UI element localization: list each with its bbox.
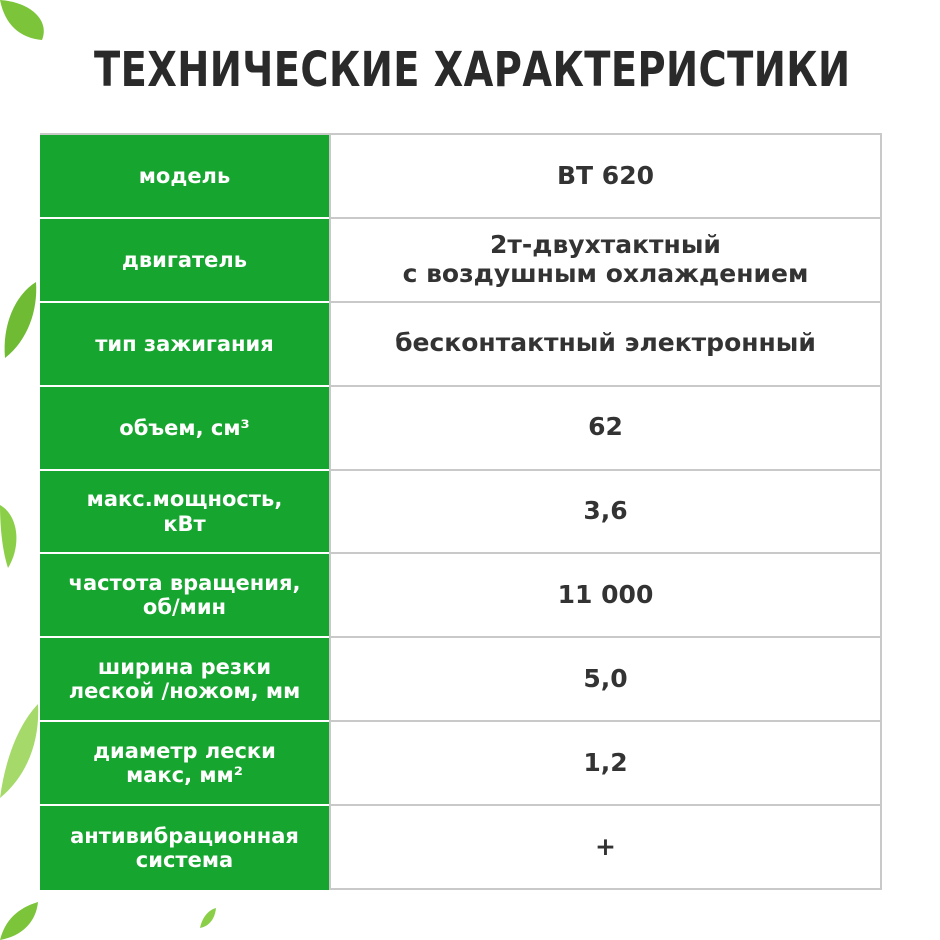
leaf-icon (0, 700, 40, 800)
spec-row-line-diameter (40, 722, 880, 806)
spec-value: + (329, 806, 880, 890)
leaf-icon (0, 500, 22, 570)
spec-label: диаметр лески макс, мм² (40, 722, 329, 806)
spec-value: 3,6 (329, 471, 880, 555)
spec-row-rpm (40, 554, 880, 638)
spec-value: BT 620 (329, 135, 880, 219)
spec-row-ignition (40, 303, 880, 387)
spec-label: частота вращения, об/мин (40, 554, 329, 638)
spec-value: 2т-двухтактный с воздушным охлаждением (329, 219, 880, 303)
spec-value: 5,0 (329, 638, 880, 722)
spec-row-power (40, 471, 880, 555)
spec-value: 11 000 (329, 554, 880, 638)
spec-label: двигатель (40, 219, 329, 303)
spec-label: тип зажигания (40, 303, 329, 387)
spec-row-engine (40, 219, 880, 303)
spec-table (40, 133, 882, 890)
spec-value: бесконтактный электронный (329, 303, 880, 387)
spec-row-model (40, 135, 880, 219)
spec-row-antivibration (40, 806, 880, 890)
leaf-icon (0, 280, 40, 360)
page-title: ТЕХНИЧЕСКИЕ ХАРАКТЕРИСТИКИ (94, 42, 851, 98)
spec-label: объем, см³ (40, 387, 329, 471)
spec-label: ширина резки леской /ножом, мм (40, 638, 329, 722)
leaf-icon (198, 906, 218, 930)
spec-label: антивибрационная система (40, 806, 329, 890)
spec-row-cut-width (40, 638, 880, 722)
leaf-icon (0, 0, 60, 45)
spec-value: 62 (329, 387, 880, 471)
spec-label: макс.мощность, кВт (40, 471, 329, 555)
spec-label: модель (40, 135, 329, 219)
spec-row-displacement (40, 387, 880, 471)
spec-value: 1,2 (329, 722, 880, 806)
leaf-icon (0, 900, 40, 940)
